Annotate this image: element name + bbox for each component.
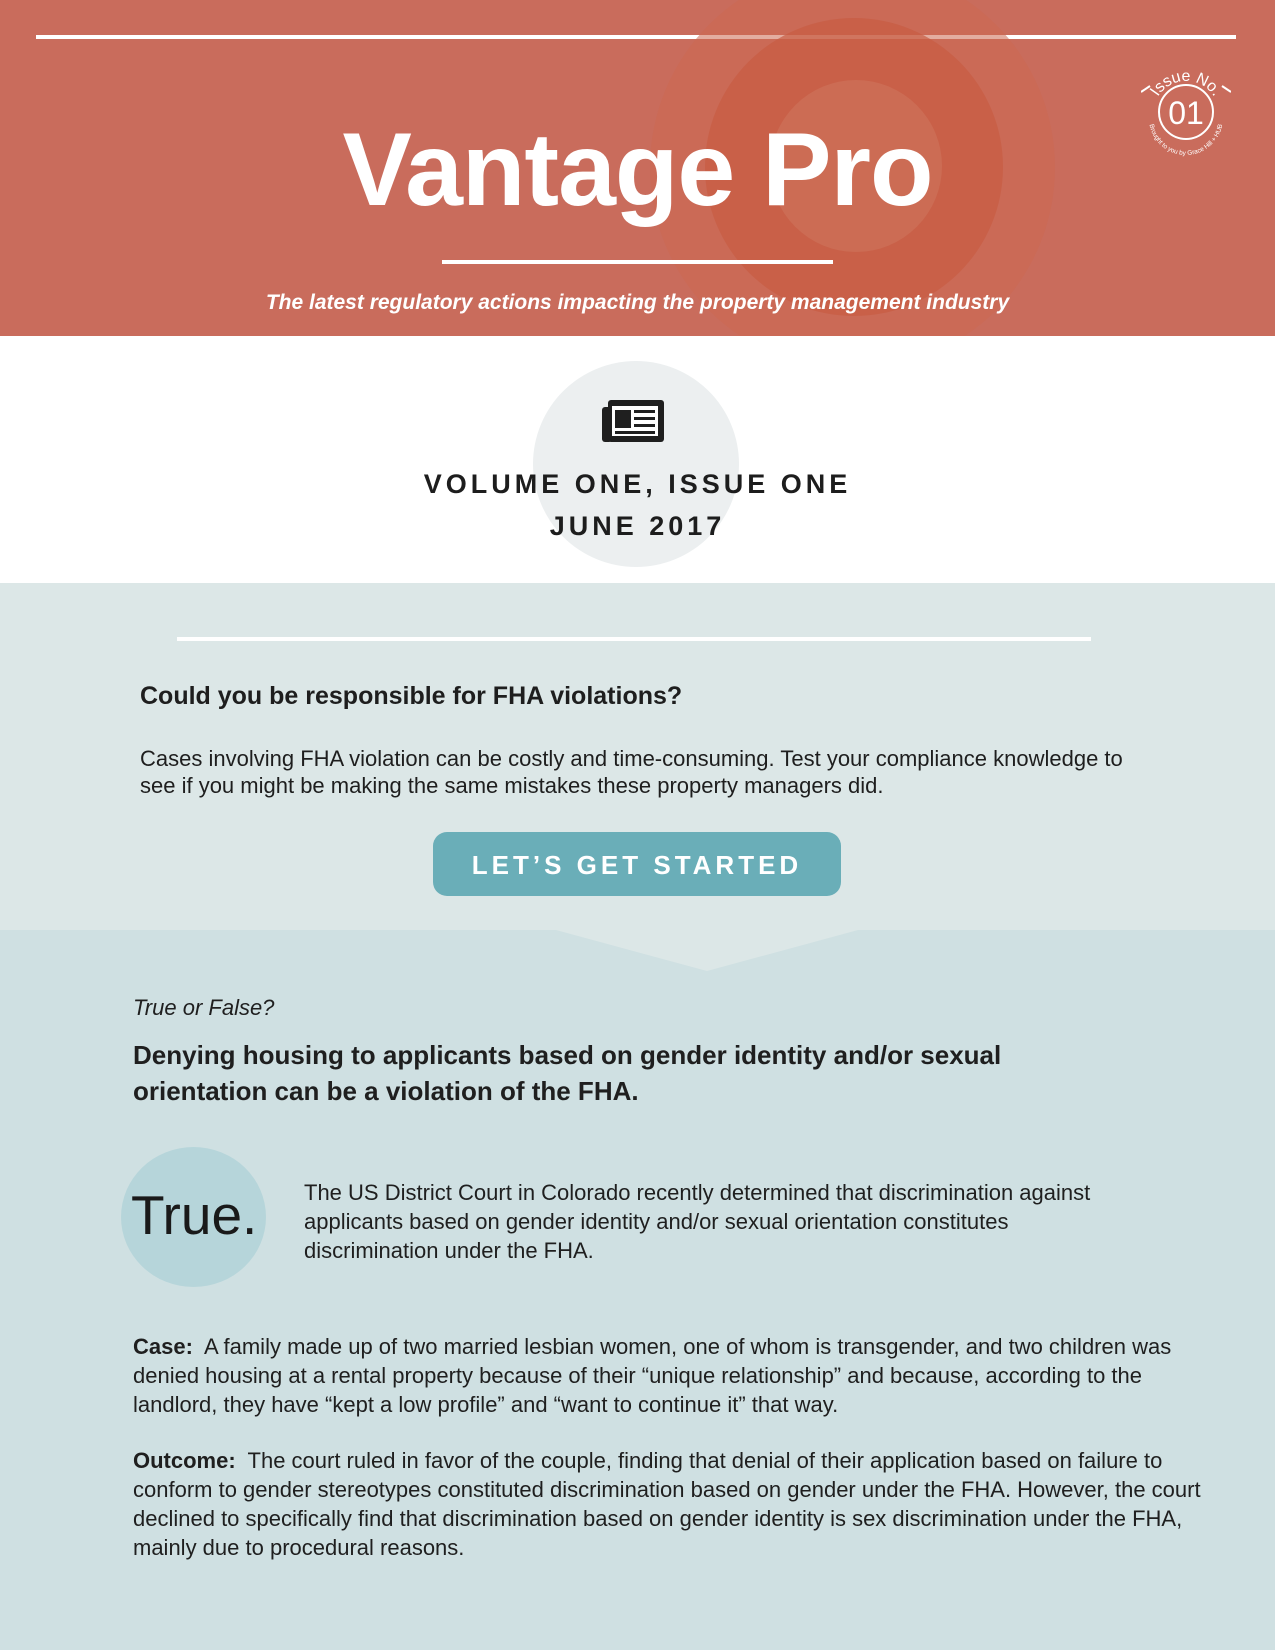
volume-label: VOLUME ONE, ISSUE ONE	[423, 469, 852, 499]
header-top-rule	[36, 35, 1236, 39]
case-paragraph	[133, 1332, 1203, 1419]
question-statement: Denying housing to applicants based on gender identity and/or sexual orientation can be a violation of the FHA.	[133, 1040, 1002, 1106]
answer-explanation: The US District Court in Colorado recently determined that discrimination against applicants based on gender identity and/or sexual orientation constitutes discrimination under the FHA.	[304, 1180, 1091, 1263]
quiz-heading: Could you be responsible for FHA violations?	[140, 682, 683, 710]
quiz-intro-section	[0, 583, 1275, 930]
newsletter-subtitle: The latest regulatory actions impacting the property management industry	[265, 291, 1010, 314]
get-started-button[interactable]: LET’S GET STARTED	[433, 832, 841, 896]
outcome-label: Outcome:	[133, 1448, 236, 1473]
issue-badge	[1141, 62, 1231, 162]
badge-issue-number: 01	[1168, 95, 1204, 131]
intro-divider	[177, 637, 1091, 641]
case-text: A family made up of two married lesbian women, one of whom is transgender, and two children was denied housing at a rental property because of their “unique relationship” and because, according to the landlord, they have “kept a low profile” and “want to continue it” that way.	[133, 1334, 1172, 1417]
issue-date: JUNE 2017	[549, 511, 726, 541]
header-banner	[0, 0, 1275, 336]
badge-issue-label: Issue No.	[1147, 67, 1225, 100]
newspaper-icon	[600, 398, 666, 444]
title-underline	[442, 260, 833, 264]
outcome-text: The court ruled in favor of the couple, finding that denial of their application based on failure to conform to gender stereotypes constituted discrimination based on gender under the FHA. However, the court declined to specifically find that discrimination based on gender identity is sex discrimination under the FHA, mainly due to procedural reasons.	[133, 1448, 1201, 1560]
issue-info-section	[0, 336, 1275, 583]
case-label: Case:	[133, 1334, 193, 1359]
question-type-label: True or False?	[133, 995, 275, 1020]
newsletter-title: Vantage Pro	[342, 112, 933, 228]
badge-brought-by: Brought to you by Grace Hill + HUB	[1147, 123, 1225, 158]
outcome-paragraph	[133, 1446, 1203, 1562]
answer-label: True.	[131, 1184, 258, 1246]
quiz-description: Cases involving FHA violation can be costly and time-consuming. Test your compliance knowledge to see if you might be making the same mistakes these property managers did.	[140, 746, 1123, 798]
section-pointer	[556, 930, 858, 971]
